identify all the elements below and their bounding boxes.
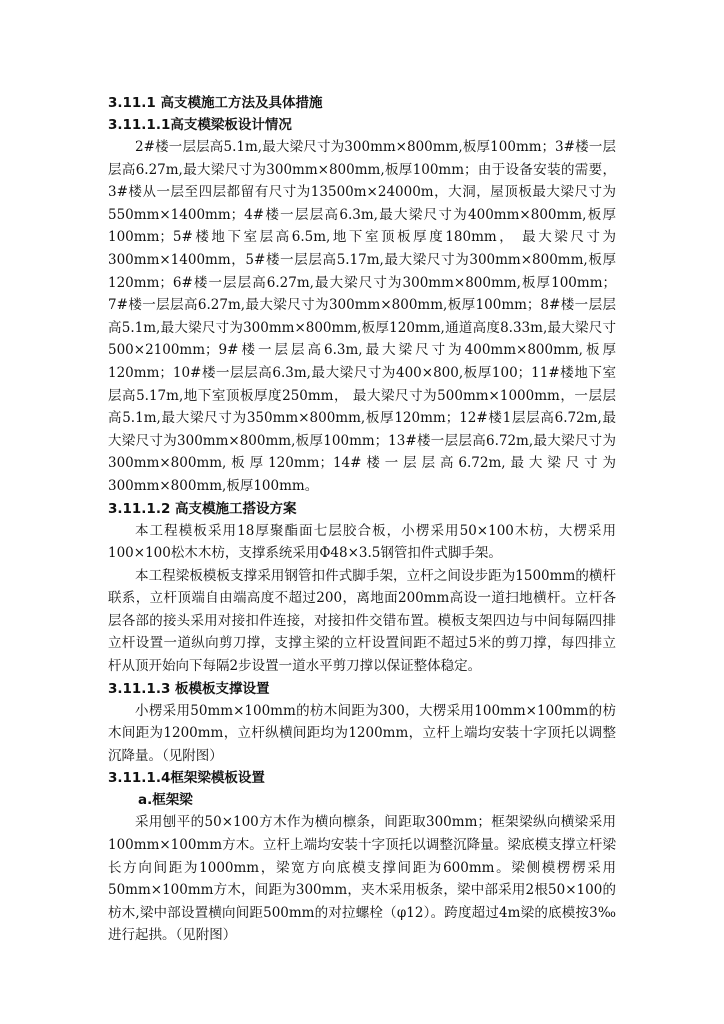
section-heading-3-11-1-1: 3.11.1.1高支模梁板设计情况: [108, 117, 292, 133]
document-page: [108, 92, 616, 947]
paragraph-beam-slab-design: 2#楼一层层高5.1m,最大梁尺寸为300mm×800mm,板厚100mm；3#楼一层层高6.27m,最大梁尺寸为300mm×800mm,板厚100mm；由于设备安装的需要，3#楼从一层至四层都留有尺寸为13500m×24000m，大洞，屋顶板最大梁尺寸为550mm×1400mm；4#楼一层层高6.3m,最大梁尺寸为400mm×800mm,板厚100mm；5#楼地下室层高6.5m,地下室顶板厚度180mm， 最大梁尺寸为300mm×1400mm，5#楼一层层高5.17m,最大梁尺寸为300mm×800mm,板厚120mm；6#楼一层层高6.27m,最大梁尺寸为300mm×800mm,板厚100mm；7#楼一层层高6.27m,最大梁尺寸为300mm×800mm,板厚100mm；8#楼一层层高5.1m,最大梁尺寸为300mm×800mm,板厚120mm,通道高度8.33m,最大梁尺寸500×2100mm；9#楼一层层高6.3m,最大梁尺寸为400mm×800mm,板厚120mm；10#楼一层层高6.3m,最大梁尺寸为400×800,板厚100；11#楼地下室层高5.17m,地下室顶板厚度250mm， 最大梁尺寸为500mm×1000mm，一层层高5.1m,最大梁尺寸为350mm×800mm,板厚120mm；12#楼1层层高6.72m,最大梁尺寸为300mm×800mm,板厚100mm；13#楼一层层高6.72m,最大梁尺寸为300mm×800mm,板厚120mm；14#楼一层层高6.72m,最大梁尺寸为300mm×800mm,板厚100mm。: [108, 139, 616, 494]
section-heading-3-11-1: 3.11.1 高支模施工方法及具体措施: [108, 95, 323, 111]
paragraph-scaffold-layout: 本工程梁板模板支撑采用钢管扣件式脚手架，立杆之间设步距为1500mm的横杆联系，立杆顶端自由端高度不超过200，离地面200mm高设一道扫地横杆。立杆各层各部的接头采用对接扣件连接，对接扣件交错布置。模板支架四边与中间每隔四排立杆设置一道纵向剪刀撑，支撑主梁的立杆设置间距不超过5米的剪刀撑，每四排立杆从顶开始向下每隔2步设置一道水平剪刀撑以保证整体稳定。: [108, 567, 616, 675]
paragraph-formwork-materials: 本工程模板采用18厚聚酯面七层胶合板，小楞采用50×100木枋，大楞采用100×100松木木枋，支撑系统采用Φ48×3.5钢管扣件式脚手架。: [108, 522, 616, 562]
section-heading-3-11-1-3: 3.11.1.3 板模板支撑设置: [108, 680, 270, 697]
paragraph-frame-beam: 采用刨平的50×100方木作为横向檩条，间距取300mm；框架梁纵向横梁采用100mm×100mm方木。立杆上端均安装十字顶托以调整沉降量。梁底模支撑立杆梁长方向间距为1000mm，梁宽方向底模支撑间距为600mm。梁侧模楞楞采用50mm×100mm方木，间距为300mm，夹木采用板条，梁中部采用2根50×100的枋木,梁中部设置横向间距500mm的对拉螺栓（φ12）。跨度超过4m梁的底模按3‰进行起拱。（见附图）: [108, 814, 616, 944]
section-heading-3-11-1-4: 3.11.1.4框架梁模板设置: [108, 770, 265, 787]
paragraph-slab-support: 小楞采用50mm×100mm的枋木间距为300，大楞采用100mm×100mm的枋木间距为1200mm，立杆纵横间距均为1200mm，立杆上端均安装十字顶托以调整沉降量。（见附图）: [108, 702, 616, 764]
section-heading-3-11-1-2: 3.11.1.2 高支模施工搭设方案: [108, 500, 297, 517]
subheading-frame-beam: a.框架梁: [138, 792, 193, 809]
